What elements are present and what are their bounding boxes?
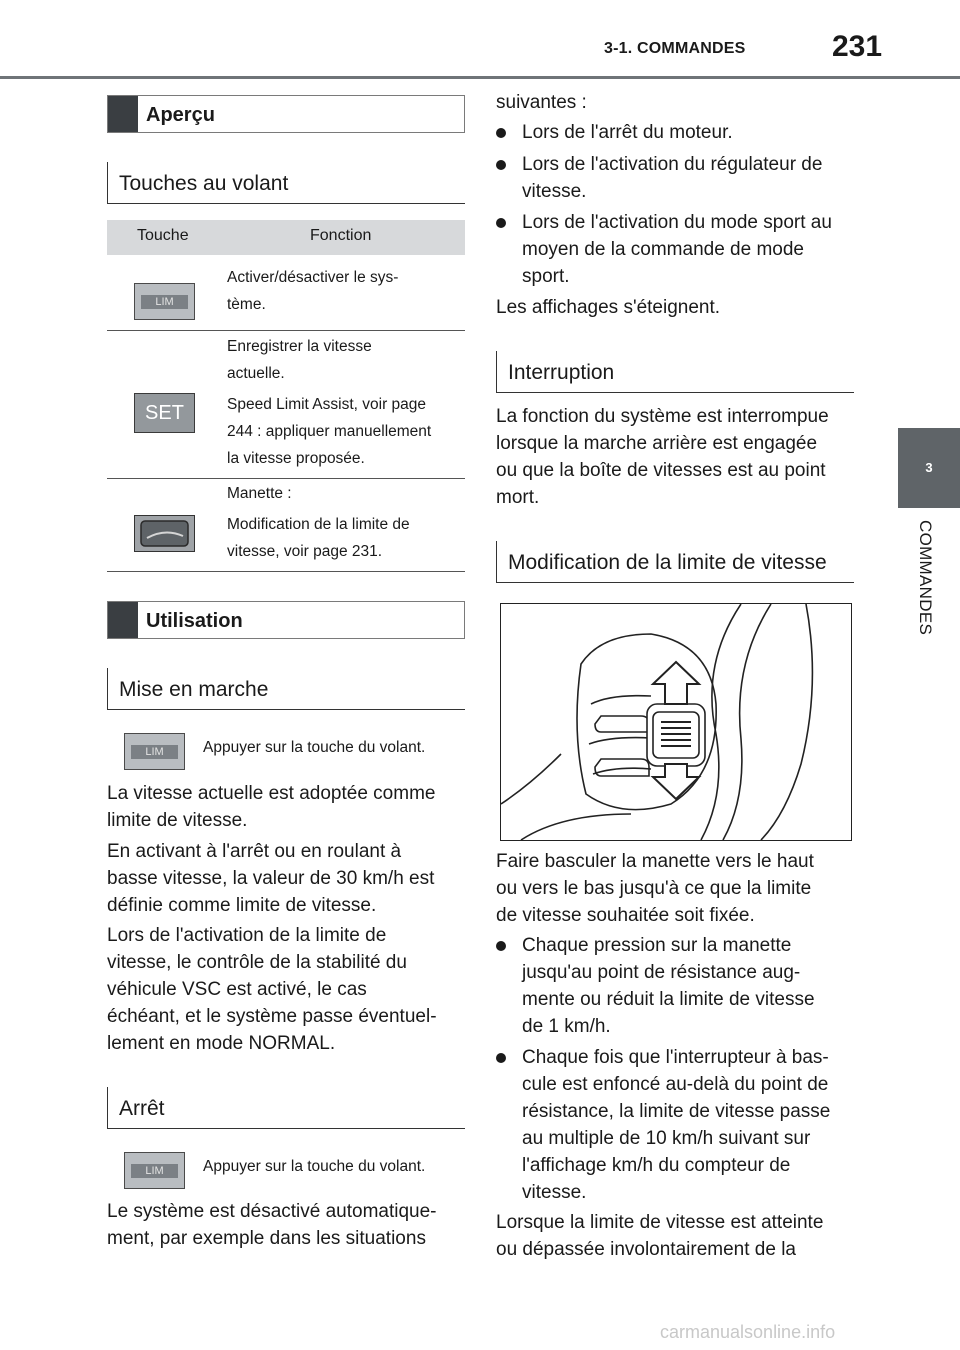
paragraph: Lorsque la limite de vitesse est atteinte ou dépassée involontairement de la: [496, 1212, 824, 1260]
section-bar: [108, 96, 138, 132]
row-divider: [107, 478, 465, 479]
row3-line: Manette :: [227, 485, 292, 502]
header-divider: [0, 76, 960, 79]
subsection-arret: [107, 1087, 465, 1129]
bullet-icon: [496, 941, 506, 951]
page-number: 231: [832, 30, 883, 63]
table-header: [107, 220, 465, 255]
row1-line: Activer/désactiver le sys-: [227, 269, 399, 286]
subsection-modification: [496, 541, 854, 583]
subsection-interruption: [496, 351, 854, 393]
row3-line: Modification de la limite de: [227, 516, 410, 533]
row2-line: Enregistrer la vitesse: [227, 338, 372, 355]
bullet-icon: [496, 128, 506, 138]
lim-button-label: LIM: [131, 1164, 178, 1178]
row1-line: tème.: [227, 296, 266, 313]
row2-line: 244 : appliquer manuellement: [227, 423, 432, 440]
chapter-label: COMMANDES: [916, 520, 935, 636]
section-title: 3-1. COMMANDES: [604, 40, 746, 57]
lim-button-label: LIM: [131, 745, 178, 759]
lim-button-label: LIM: [141, 295, 188, 309]
lever-icon: [135, 516, 194, 551]
row3-text: [227, 480, 410, 565]
mise-instruction: Appuyer sur la touche du volant.: [203, 739, 426, 756]
section-title-apercu: Aperçu: [146, 104, 215, 126]
lim-button[interactable]: [124, 1152, 185, 1189]
section-header-utilisation: [107, 601, 465, 639]
row-divider: [107, 571, 465, 572]
col-touche: Touche: [137, 227, 189, 244]
subsection-title-arret: Arrêt: [119, 1097, 165, 1120]
bullet-item: Chaque fois que l'interrupteur à bas- cule est enfoncé au-delà du point de résistance, la limite de vitesse passe au multiple de 10 km/h suivant sur l'affichage km/h du compteur de vitesse.: [496, 1044, 856, 1206]
subsection-title-touches: Touches au volant: [119, 172, 289, 195]
steering-controls-illustration: [500, 603, 852, 841]
subsection-touches: [107, 162, 465, 204]
section-header-apercu: [107, 95, 465, 133]
paragraph: La fonction du système est interrompue lorsque la marche arrière est engagée ou que la boîte de vitesses est au point mort.: [496, 406, 829, 508]
section-title-utilisation: Utilisation: [146, 610, 243, 632]
row3-line: vitesse, voir page 231.: [227, 543, 383, 560]
lever-button[interactable]: [134, 515, 195, 552]
row2-line: la vitesse proposée.: [227, 450, 365, 467]
row1-text: [227, 264, 398, 318]
bullet-item: Lors de l'activation du régulateur de vitesse.: [496, 151, 856, 205]
row2-line: actuelle.: [227, 365, 285, 382]
bullet-item: Lors de l'activation du mode sport au moyen de la commande de mode sport.: [496, 209, 856, 290]
paragraph: Faire basculer la manette vers le haut ou vers le bas jusqu'à ce que la limite de vitesse souhaitée soit fixée.: [496, 851, 814, 926]
paragraph: En activant à l'arrêt ou en roulant à basse vitesse, la valeur de 30 km/h est définie comme limite de vitesse.: [107, 841, 435, 916]
subsection-title-mise: Mise en marche: [119, 678, 269, 701]
paragraph: Lors de l'activation de la limite de vitesse, le contrôle de la stabilité du véhicule VSC est activé, le cas échéant, et le système passe éventuel- lement en mode NORMAL.: [107, 925, 437, 1054]
lim-button[interactable]: [134, 283, 195, 320]
paragraph: Les affichages s'éteignent.: [496, 297, 721, 318]
lim-button[interactable]: [124, 733, 185, 770]
chapter-tab[interactable]: 3: [898, 428, 960, 508]
bullet-icon: [496, 218, 506, 228]
bullet-icon: [496, 160, 506, 170]
bullet-icon: [496, 1053, 506, 1063]
subsection-mise-en-marche: [107, 668, 465, 710]
bullet-item: Chaque pression sur la manette jusqu'au point de résistance aug- mente ou réduit la limite de vitesse de 1 km/h.: [496, 932, 856, 1040]
row2-line: Speed Limit Assist, voir page: [227, 396, 427, 413]
paragraph: Le système est désactivé automatique- ment, par exemple dans les situations: [107, 1201, 437, 1249]
steering-wheel-icon: [501, 604, 851, 840]
watermark-text: carmanualsonline.info: [660, 1322, 836, 1342]
row2-text: [227, 333, 431, 472]
row-divider: [107, 330, 465, 331]
paragraph: La vitesse actuelle est adoptée comme limite de vitesse.: [107, 783, 436, 831]
col-fonction: Fonction: [310, 227, 372, 244]
arret-instruction: Appuyer sur la touche du volant.: [203, 1158, 426, 1175]
paragraph: suivantes :: [496, 92, 587, 113]
set-button[interactable]: SET: [134, 393, 195, 433]
section-bar: [108, 602, 138, 638]
bullet-item: Lors de l'arrêt du moteur.: [496, 119, 856, 146]
subsection-title-interruption: Interruption: [508, 361, 615, 384]
subsection-title-modification: Modification de la limite de vitesse: [508, 551, 827, 574]
